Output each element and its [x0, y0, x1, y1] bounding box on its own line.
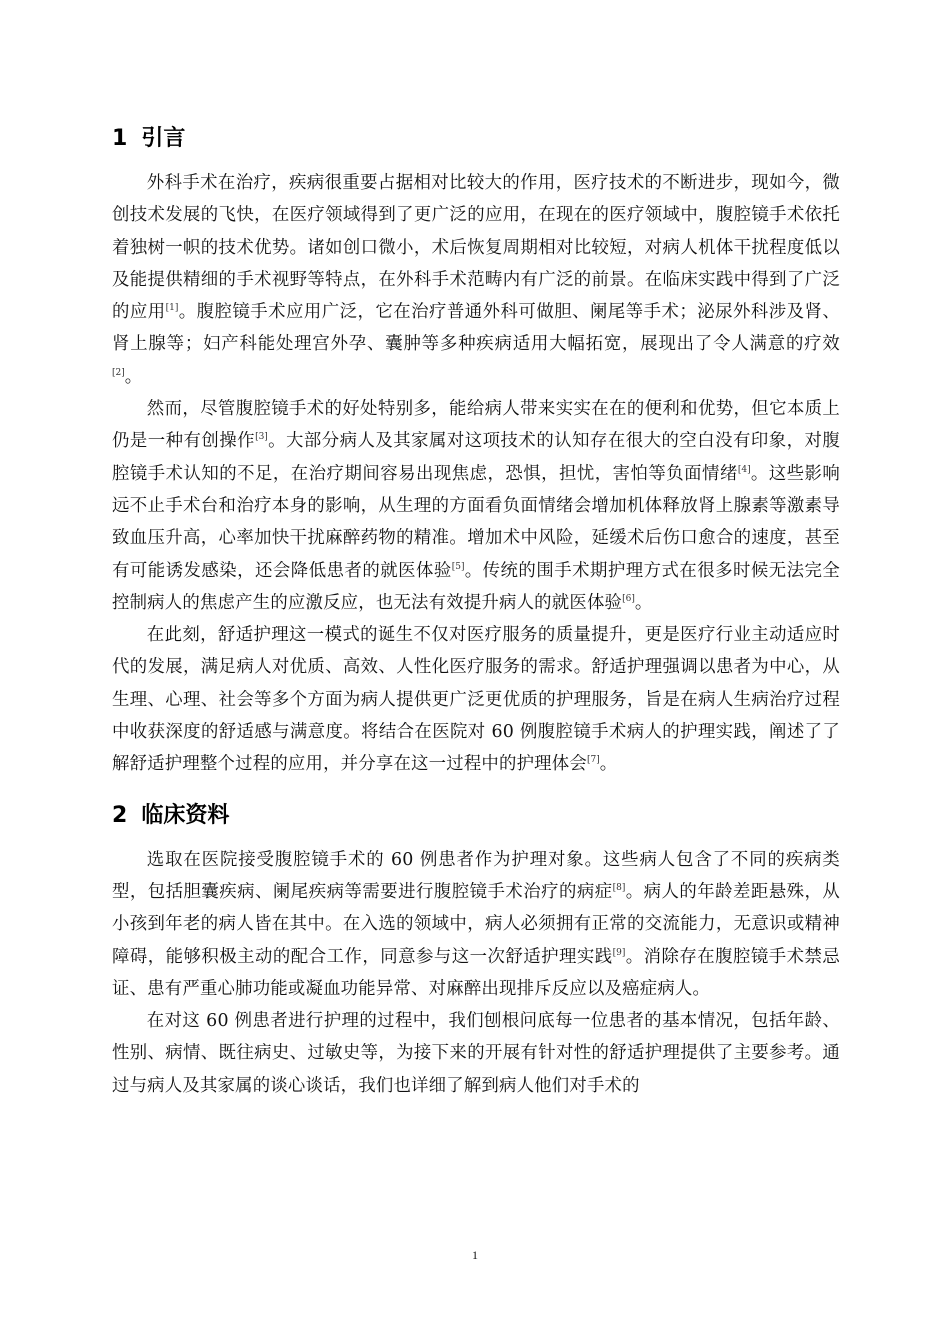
paragraph-text: 选取在医院接受腹腔镜手术的 60 例患者作为护理对象。这些病人包含了不同的疾病类型，包括胆囊疾病、阑尾疾病等需要进行腹腔镜手术治疗的病症 — [112, 849, 840, 902]
paragraph-text: 。 — [599, 754, 618, 775]
paragraph-text: 。传统的围手术期护理方式在很多时候无法完全控制病人的焦虑产生的应激反应，也无法有效提升病人的就医体验 — [112, 560, 841, 613]
paragraph-text: 。腹腔镜手术应用广泛，它在治疗普通外科可做胆、阑尾等手术；泌尿外科涉及肾、肾上腺等；妇产科能处理宫外孕、囊肿等多种疾病适用大幅拓宽，展现出了令人满意的疗效 — [112, 302, 841, 355]
section-number: 2 — [112, 802, 128, 828]
paragraph-text: 。消除存在腹腔镜手术禁忌证、患有严重心肺功能或凝血功能异常、对麻醉出现排斥反应以及癌症病人。 — [112, 946, 840, 999]
citation-marker: [4] — [737, 464, 751, 475]
page-body — [112, 124, 840, 1102]
paragraph-text: 在对这 60 例患者进行护理的过程中，我们刨根问底每一位患者的基本情况，包括年龄、性别、病情、既往病史、过敏史等，为接下来的开展有针对性的舒适护理提供了主要参考。通过与病人及其家属的谈心谈话，我们也详细了解到病人他们对手术的 — [112, 1011, 840, 1096]
citation-marker: [7] — [586, 755, 600, 766]
section-title: 临床资料 — [141, 802, 230, 828]
section-heading — [112, 801, 840, 831]
citation-marker: [9] — [612, 947, 626, 958]
paragraph-text: 。 — [124, 366, 143, 387]
paragraph — [112, 619, 840, 780]
section-clinical-data — [112, 801, 840, 1102]
section-title: 引言 — [141, 126, 186, 151]
paragraph-text: 。病人的年龄差距悬殊，从小孩到年老的病人皆在其中。在入选的领域中，病人必须拥有正常的交流能力，无意识或精神障碍，能够积极主动的配合工作，同意参与这一次舒适护理实践 — [112, 881, 840, 967]
paragraph-text: 然而，尽管腹腔镜手术的好处特别多，能给病人带来实实在在的便利和优势，但它本质上仍是一种有创操作 — [112, 399, 840, 452]
paragraph-text: 。这些影响远不止手术台和治疗本身的影响，从生理的方面看负面情绪会增加机体释放肾上腺素等激素导致血压升高，心率加快干扰麻醉药物的精准。增加术中风险，延缓术后伤口愈合的速度，甚至有可能诱发感染，还会降低患者的就医体验 — [112, 463, 840, 581]
paragraph-text: 。 — [634, 592, 653, 613]
paragraph-text: 外科手术在治疗，疾病很重要占据相对比较大的作用，医疗技术的不断进步，现如今，微创技术发展的飞快，在医疗领域得到了更广泛的应用，在现在的医疗领域中，腹腔镜手术依托着独树一帜的技术优势。诸如创口微小，术后恢复周期相对比较短，对病人机体干扰程度低以及能提供精细的手术视野等特点，在外科手术范畴内有广泛的前景。在临床实践中得到了广泛的应用 — [112, 173, 840, 323]
citation-marker: [6] — [622, 594, 635, 605]
paragraph-text: 。大部分病人及其家属对这项技术的认知存在很大的空白没有印象，对腹腔镜手术认知的不足，在治疗期间容易出现焦虑，恐惧，担忧，害怕等负面情绪 — [112, 431, 841, 484]
paragraph — [112, 1005, 840, 1102]
paragraph — [112, 844, 840, 1005]
paragraph-text: 在此刻，舒适护理这一模式的诞生不仅对医疗服务的质量提升，更是医疗行业主动适应时代的发展，满足病人对优质、高效、人性化医疗服务的需求。舒适护理强调以患者为中心，从生理、心理、社会等多个方面为病人提供更广泛更优质的护理服务，旨是在病人生病治疗过程中收获深度的舒适感与满意度。将结合在医院对 60 例腹腔镜手术病人的护理实践，阐述了了解舒适护理整个过程的应用，并分享在这一过程中的护理体会 — [112, 625, 840, 775]
citation-marker: [2] — [112, 367, 125, 378]
section-introduction — [112, 124, 840, 781]
citation-marker: [8] — [612, 883, 626, 894]
paragraph — [112, 167, 840, 393]
citation-marker: [3] — [255, 432, 268, 443]
paragraph — [112, 393, 840, 619]
citation-marker: [1] — [165, 303, 179, 314]
page-number: 1 — [472, 1248, 478, 1262]
section-heading — [112, 124, 840, 154]
section-number: 1 — [112, 126, 128, 151]
citation-marker: [5] — [451, 561, 465, 572]
